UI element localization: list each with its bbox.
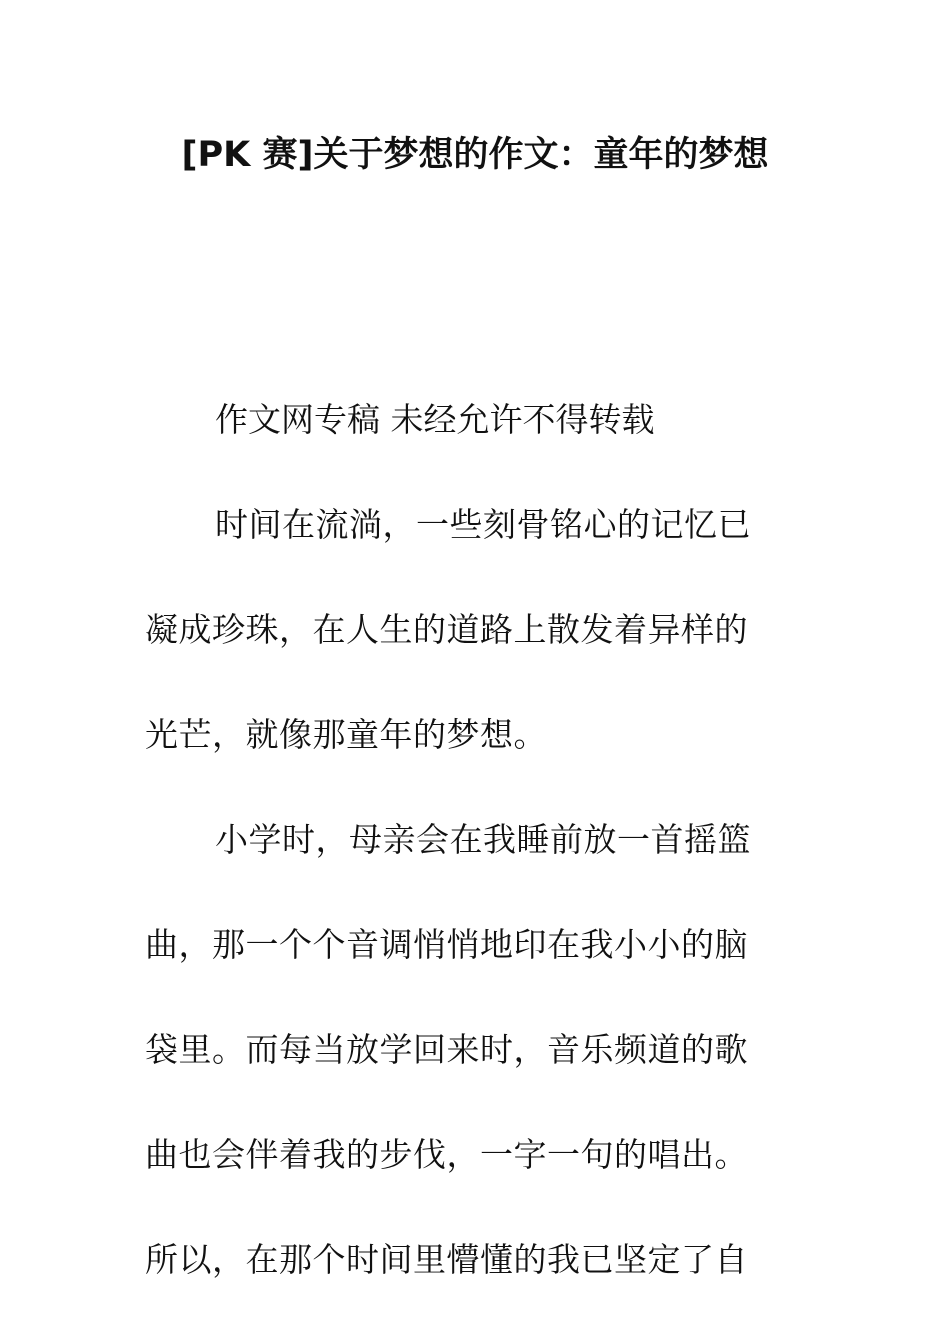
paragraph-2: 小学时，母亲会在我睡前放一首摇篮曲，那一个个音调悄悄地印在我小小的脑袋里。而每当放学回来时，音乐频道的歌曲也会伴着我的步伐，一字一句的唱出。所以，在那个时间里懵懂的我已坚定了自 bbox=[145, 820, 751, 1279]
document-body bbox=[145, 367, 777, 1312]
document-title: [PK 赛]关于梦想的作文：童年的梦想 bbox=[181, 135, 769, 175]
source-note: 作文网专稿 未经允许不得转载 bbox=[215, 400, 655, 439]
paragraph-1: 时间在流淌，一些刻骨铭心的记忆已凝成珍珠，在人生的道路上散发着异样的光芒，就像那童年的梦想。 bbox=[145, 505, 751, 754]
